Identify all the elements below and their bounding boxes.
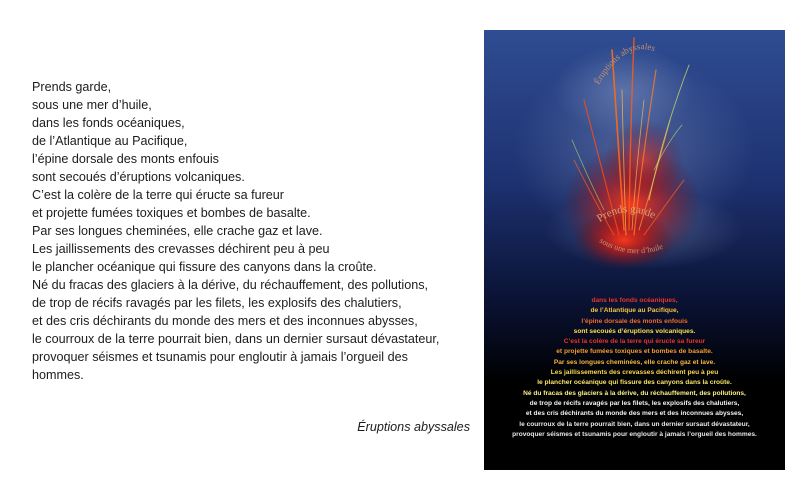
poem-line: et projette fumées toxiques et bombes de basalte.: [32, 206, 311, 220]
poem-line: le plancher océanique qui fissure des canyons dans la croûte.: [32, 260, 377, 274]
poem-line: Né du fracas des glaciers à la dérive, du réchauffement, des pollutions,: [32, 278, 428, 292]
artwork-poem-line: et des cris déchirants du monde des mers et des inconnues abysses,: [525, 410, 744, 418]
artwork-poem-line: Né du fracas des glaciers à la dérive, du réchauffement, des pollutions,: [523, 389, 746, 397]
poem-line: sont secoués d’éruptions volcaniques.: [32, 170, 245, 184]
arc-title-top: Éruptions abyssales: [591, 41, 657, 86]
poem-line: provoquer séismes et tsunamis pour engloutir à jamais l’orgueil des: [32, 350, 408, 364]
artwork-poem-line: provoquer séismes et tsunamis pour engloutir à jamais l’orgueil des hommes.: [512, 430, 757, 438]
arc-title-mid: Prends garde: [594, 203, 658, 225]
artwork-poem-line: le courroux de la terre pourrait bien, dans un dernier sursaut dévastateur,: [519, 420, 750, 428]
poem-line: le courroux de la terre pourrait bien, dans un dernier sursaut dévastateur,: [32, 332, 440, 346]
arc-title-low: sous une mer d’huile: [598, 235, 665, 256]
poem-line: sous une mer d’huile,: [32, 98, 152, 112]
poem-line: dans les fonds océaniques,: [32, 116, 185, 130]
artwork-poem-line: sont secoués d’éruptions volcaniques.: [573, 327, 696, 335]
artwork-poem-line: l’épine dorsale des monts enfouis: [581, 317, 688, 325]
artwork-poem-line: de l’Atlantique au Pacifique,: [590, 307, 679, 315]
poem-line: C’est la colère de la terre qui éructe sa fureur: [32, 188, 284, 202]
poem-line: Les jaillissements des crevasses déchirent peu à peu: [32, 242, 330, 256]
poem-line: Par ses longues cheminées, elle crache gaz et lave.: [32, 224, 323, 238]
poem-line: de trop de récifs ravagés par les filets, les explosifs des chalutiers,: [32, 296, 402, 310]
poem-line: et des cris déchirants du monde des mers et des inconnues abysses,: [32, 314, 418, 328]
eruption-artwork: [484, 30, 785, 470]
artwork-poem-line: Les jaillissements des crevasses déchirent peu à peu: [550, 369, 719, 377]
artwork-poem-line: de trop de récifs ravagés par les filets, les explosifs des chalutiers,: [529, 399, 740, 407]
artwork-poem-line: Par ses longues cheminées, elle crache gaz et lave.: [553, 358, 716, 366]
poem-text: [32, 78, 472, 384]
artwork-poem-text: [484, 296, 785, 440]
poem-line: l’épine dorsale des monts enfouis: [32, 152, 219, 166]
artwork-poem-line: C’est la colère de la terre qui éructe sa fureur: [563, 338, 706, 346]
poem-line: hommes.: [32, 368, 84, 382]
artwork-poem-line: dans les fonds océaniques,: [591, 297, 678, 304]
artwork-poem-line: et projette fumées toxiques et bombes de basalte.: [556, 348, 713, 356]
poem-line: de l’Atlantique au Pacifique,: [32, 134, 188, 148]
artwork-poem-line: le plancher océanique qui fissure des canyons dans la croûte.: [537, 379, 732, 387]
poem-line: Prends garde,: [32, 80, 112, 94]
poem-caption: Éruptions abyssales: [357, 420, 470, 434]
